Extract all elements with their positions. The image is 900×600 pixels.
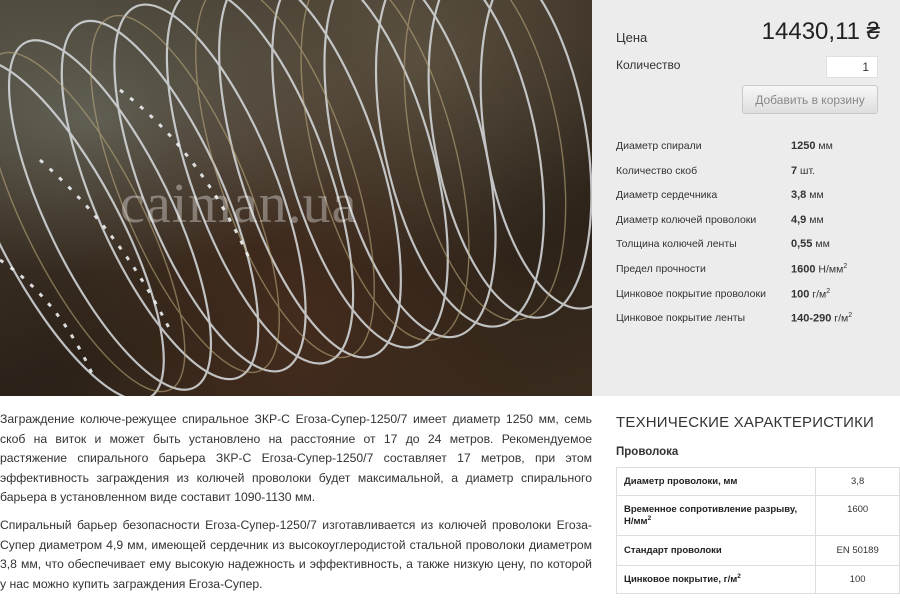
spec-name: Диаметр сердечника <box>616 189 718 202</box>
spec-name: Цинковое покрытие проволоки <box>616 287 766 300</box>
spec-name: Толщина колючей ленты <box>616 238 737 251</box>
table-row <box>617 536 900 566</box>
tech-value: 100 <box>816 566 900 594</box>
tech-key: Стандарт проволоки <box>617 536 816 566</box>
add-to-cart-button[interactable]: Добавить в корзину <box>742 85 878 114</box>
product-description <box>0 410 592 600</box>
spec-value: 140-290 $г/м^2$ <box>791 312 853 325</box>
tech-key: Цинковое покрытие, $г/м^2$ <box>617 566 816 594</box>
tech-value: EN 50189 <box>816 536 900 566</box>
quantity-input[interactable] <box>826 56 878 78</box>
spec-name: Количество скоб <box>616 164 698 177</box>
spec-name: Диаметр колючей проволоки <box>616 213 757 226</box>
spec-row <box>616 159 886 184</box>
description-paragraph: Спиральный барьер безопасности Егоза-Супер-1250/7 изготавливается из колючей проволоки Егоза-Супер диаметром 4,9 мм, имеющей сердечник из высокоуглеродистой стальной проволоки диаметром 3,8 мм, что обеспечивает ему высокую надежность и эффективность, а также низкую цену, по которой у нас можно купить заграждения Егоза-Супер. <box>0 517 592 591</box>
spec-value: 3,8 мм <box>791 189 824 202</box>
table-row <box>617 566 900 594</box>
price-label: Цена <box>616 30 648 45</box>
technical-characteristics <box>616 414 900 594</box>
quantity-label: Количество <box>616 58 681 72</box>
tech-key: Диаметр проволоки, мм <box>617 468 816 496</box>
tech-value: 3,8 <box>816 468 900 496</box>
spec-value: 4,9 мм <box>791 213 824 226</box>
spec-name: Диаметр спирали <box>616 140 702 152</box>
spec-value: 1250 мм <box>791 140 833 152</box>
spec-value: 7 шт. <box>791 164 816 177</box>
buy-panel <box>592 0 900 396</box>
tech-key: Временное сопротивление разрыву, $Н/мм^2$ <box>617 496 816 536</box>
tech-table <box>616 467 900 594</box>
spec-name: Цинковое покрытие ленты <box>616 312 746 325</box>
spec-row <box>616 134 886 159</box>
tech-value: 1600 <box>816 496 900 536</box>
spec-value: 0,55 мм <box>791 238 830 251</box>
product-image[interactable] <box>0 0 592 396</box>
spec-row <box>616 208 886 233</box>
description-paragraph: Заграждение колюче-режущее спиральное ЗКР-С Егоза-Супер-1250/7 имеет диаметр 1250 мм, семь скоб на виток и может быть установлено на расстояние от 17 до 24 метров. Рекомендуемое растяжение спирального барьера ЗКР-С Егоза-Супер-1250/7 составляет 17 метров, при этом эффективность заграждения из колючей проволоки будет максимальной, а диаметр спирального барьера в установленном виде составит 1090-1130 мм. <box>0 412 592 505</box>
spec-row <box>616 232 886 257</box>
spec-value: 100 $г/м^2$ <box>791 287 831 301</box>
table-row <box>617 468 900 496</box>
spec-list <box>616 134 886 331</box>
spec-name: Предел прочности <box>616 262 706 275</box>
price-row <box>616 16 880 52</box>
spec-row <box>616 257 886 282</box>
spec-row <box>616 282 886 307</box>
tech-title: ТЕХНИЧЕСКИЕ ХАРАКТЕРИСТИКИ <box>616 414 875 431</box>
spec-row <box>616 306 886 331</box>
tech-group-title: Проволока <box>616 446 679 458</box>
watermark: caiman.ua <box>120 173 358 235</box>
table-row <box>617 496 900 536</box>
price-value: 14430,11 ₴ <box>761 18 880 45</box>
spec-value: 1600 $Н/мм^2$ <box>791 262 848 276</box>
spec-row <box>616 183 886 208</box>
